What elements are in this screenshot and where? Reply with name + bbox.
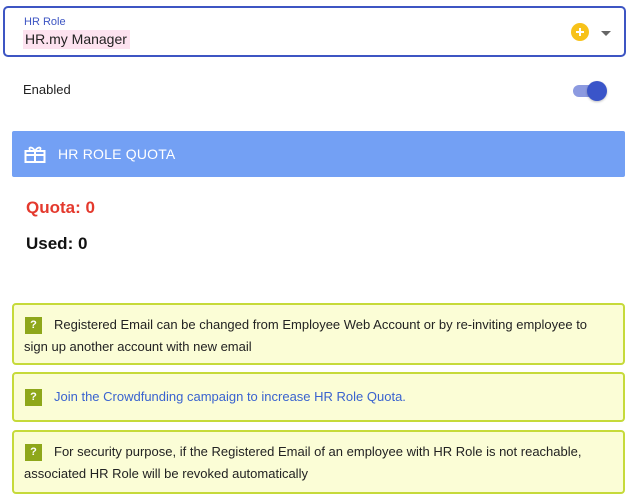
help-icon: ? <box>25 444 42 461</box>
note-email-text: Registered Email can be changed from Employee Web Account or by re-inviting employee to sign up another account with new email <box>24 317 588 354</box>
hr-role-label: HR Role <box>24 16 66 28</box>
info-note-crowdfunding <box>12 372 625 422</box>
info-note-email <box>12 303 625 365</box>
note-security-text: For security purpose, if the Registered Email of an employee with HR Role is not reachable, associated HR Role will be revoked automatically <box>24 444 582 481</box>
enabled-toggle[interactable] <box>573 81 607 101</box>
hr-role-value[interactable]: HR.my Manager <box>23 30 130 49</box>
hr-role-select[interactable] <box>3 6 626 57</box>
dropdown-caret-icon[interactable] <box>600 30 612 38</box>
info-note-security <box>12 430 625 494</box>
quota-section-title: HR ROLE QUOTA <box>58 146 176 162</box>
add-icon[interactable] <box>571 23 589 41</box>
toggle-thumb <box>587 81 607 101</box>
used-value: Used: 0 <box>26 234 88 253</box>
help-icon: ? <box>25 317 42 334</box>
quota-value: Quota: 0 <box>26 198 95 217</box>
gift-icon <box>24 145 46 163</box>
crowdfunding-link[interactable]: Join the Crowdfunding campaign to increase HR Role Quota. <box>54 389 406 404</box>
enabled-label: Enabled <box>23 82 71 97</box>
quota-section-header <box>12 131 625 177</box>
help-icon: ? <box>25 389 42 406</box>
